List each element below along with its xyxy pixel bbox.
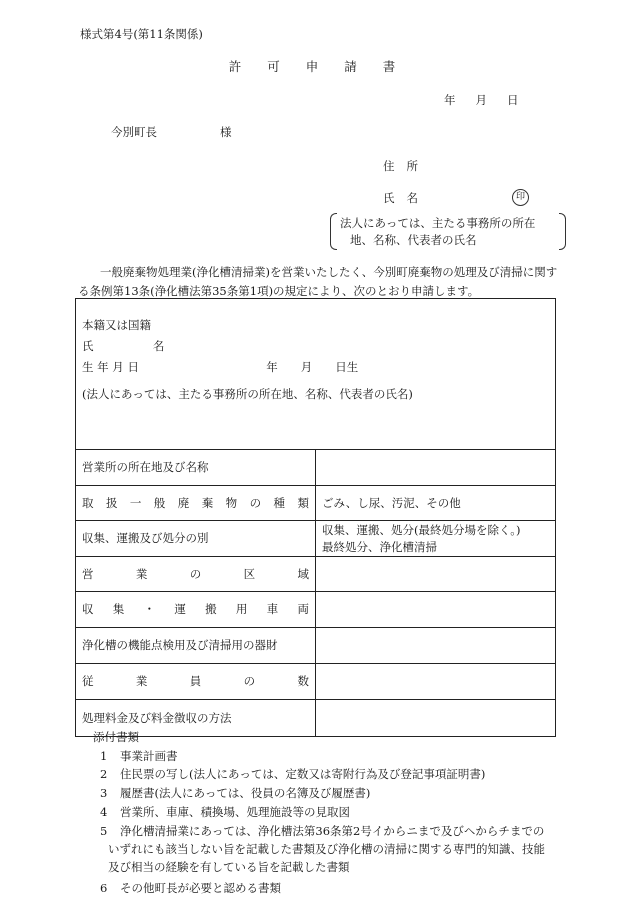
row-value-vehicles[interactable] [316,592,556,628]
table-row [76,450,556,486]
attachment-text: 浄化槽清掃業にあっては、浄化槽法第36条第2号イからニまで及びヘからチまでの [120,824,545,838]
row-label: 従業員の数 [76,664,316,700]
birth-label: 生 年 月 日 [82,360,139,374]
birth-suffix: 年 月 日生 [266,360,359,374]
row-label: 処理料金及び料金徴収の方法 [76,700,316,737]
attachment-number: 2 [100,767,108,781]
attachment-number: 3 [100,786,108,800]
row-label: 営業の区域 [76,557,316,592]
form-title: 許可申請書 [228,59,422,74]
row-value-fees[interactable] [316,700,556,737]
list-item [100,766,556,784]
date-line: 年月日 [444,93,539,107]
row-label: 取扱一般廃棄物の種類 [76,486,316,521]
applicant-row [76,299,556,450]
row-value-equipment[interactable] [316,628,556,664]
applicant-corp-note: (法人にあっては、主たる事務所の所在地、名称、代表者の氏名) [82,387,413,401]
row-label: 収集・運搬用車両 [76,592,316,628]
attachment-text-continued: いずれにも該当しない旨を記載した書類及び浄化槽の清掃に関する専門的知識、技能及び相当の経験を有している旨を記載した書類 [108,841,545,874]
address-label: 住所 [383,159,430,173]
attachment-text: 事業計画書 [120,749,178,763]
table-row [76,664,556,700]
intro-paragraph: 一般廃棄物処理業(浄化槽清掃業)を営業いたしたく、今別町廃棄物の処理及び清掃に関する条例第13条(浄化槽法第35条第1項)の規定により、次のとおり申請します。 [78,265,558,298]
table-row [76,521,556,557]
list-item [100,748,556,766]
corporation-note-line2: 地、名称、代表者の氏名 [350,232,477,247]
attachment-text: その他町長が必要と認める書類 [120,881,281,895]
seal-icon: 印 [512,189,529,206]
corporation-note [330,213,556,250]
list-item [100,823,556,876]
table-row [76,700,556,737]
applicant-name-label-2: 名 [152,339,165,353]
applicant-name-label [82,338,549,359]
recipient: 今別町長 [111,125,157,139]
application-table [75,298,556,737]
row-value-employees[interactable] [316,664,556,700]
list-item [100,785,556,803]
table-row [76,628,556,664]
attachment-text: 住民票の写し(法人にあっては、定数又は寄附行為及び登記事項証明書) [120,767,486,781]
list-item [100,880,556,898]
table-row [76,557,556,592]
applicant-name-label-1: 氏 [82,339,94,353]
domicile-label: 本籍又は国籍 [82,318,151,332]
birth-date-line [82,359,549,380]
row-value-office[interactable] [316,450,556,486]
row-value-waste-types: ごみ、し尿、汚泥、その他 [316,486,556,521]
form-number: 様式第4号(第11条関係) [80,27,203,41]
table-row [76,486,556,521]
attachment-number: 4 [100,805,108,819]
attachment-number: 6 [100,881,108,895]
row-value-disposal-type [316,521,556,557]
applicant-cell[interactable] [76,299,556,450]
row-value-business-area[interactable] [316,557,556,592]
list-item [100,804,556,822]
attachment-text: 履歴書(法人にあっては、役員の名簿及び履歴書) [120,786,371,800]
corporation-note-line1: 法人にあっては、主たる事務所の所在 [340,216,536,230]
disposal-type-line1: 収集、運搬、処分(最終処分場を除く。) [322,523,521,538]
row-label: 浄化槽の機能点検用及び清掃用の器財 [76,628,316,664]
disposal-type-line2: 最終処分、浄化槽清掃 [322,539,437,554]
name-label: 氏名 [383,191,430,205]
honorific: 様 [220,125,232,139]
attachments-heading: 添付書類 [93,730,139,744]
attachment-number: 5 [100,824,108,838]
row-label: 営業所の所在地及び名称 [76,450,316,486]
row-label: 収集、運搬及び処分の別 [76,521,316,557]
table-row [76,592,556,628]
attachment-text: 営業所、車庫、積換場、処理施設等の見取図 [120,805,350,819]
attachment-number: 1 [100,749,108,763]
